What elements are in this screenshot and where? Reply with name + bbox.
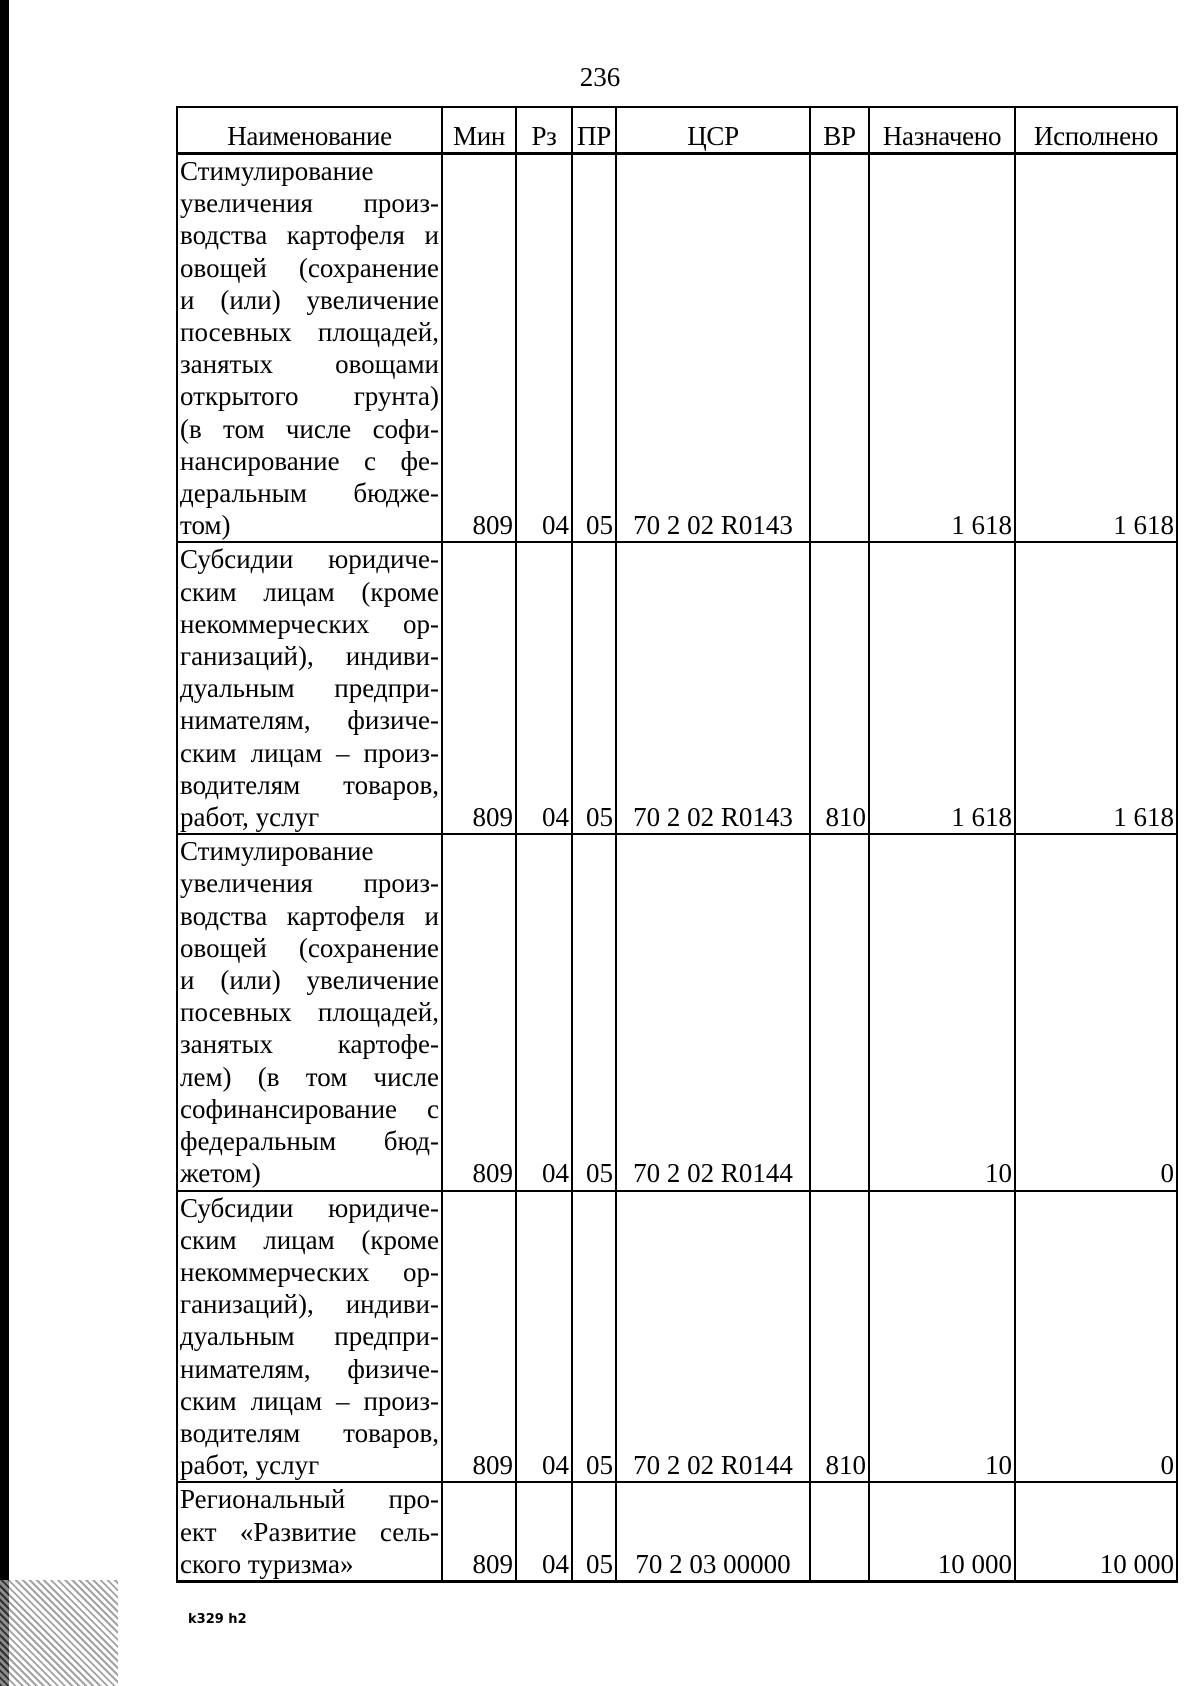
cell-rz: 04 xyxy=(516,154,572,543)
name-line: некоммерческих ор- xyxy=(180,1256,439,1287)
name-line: Стимулирование xyxy=(180,836,374,867)
header-vr: ВР xyxy=(810,107,869,154)
name-line: лем) (в том числе xyxy=(180,1061,439,1092)
cell-name xyxy=(177,154,442,543)
header-csr: ЦСР xyxy=(616,107,810,154)
name-line: дуальным предпри- xyxy=(180,1321,439,1352)
name-line: Региональный про- xyxy=(180,1484,439,1515)
name-line: ским лицам – произ- xyxy=(180,737,439,768)
name-line: софинансирование с xyxy=(180,1093,439,1124)
cell-vr: 810 xyxy=(810,542,869,834)
cell-vr xyxy=(810,154,869,543)
name-line: посевных площадей, xyxy=(180,317,439,348)
name-line: деральным бюдже- xyxy=(180,478,439,509)
name-line: нимателям, физиче- xyxy=(180,1353,439,1384)
name-line: увеличения произ- xyxy=(180,188,439,219)
header-name: Наименование xyxy=(177,107,442,154)
name-line: занятых картофе- xyxy=(180,1029,439,1060)
scan-edge-bar xyxy=(0,0,9,1686)
name-line: федеральным бюд- xyxy=(180,1126,439,1157)
name-line: (в том числе софи- xyxy=(180,413,439,444)
cell-pr: 05 xyxy=(572,1482,616,1581)
cell-name xyxy=(177,834,442,1190)
cell-csr: 70 2 02 R0144 xyxy=(616,1191,810,1483)
table-row xyxy=(177,1191,1177,1483)
name-line: работ, услуг xyxy=(180,1450,320,1481)
name-line: и (или) увеличение xyxy=(180,284,439,315)
name-line: ским лицам (кроме xyxy=(180,576,439,607)
name-line: ского туризма» xyxy=(180,1548,354,1579)
table-body xyxy=(177,154,1177,1582)
cell-min: 809 xyxy=(442,834,516,1190)
table-header-row xyxy=(177,107,1177,154)
cell-rz: 04 xyxy=(516,542,572,834)
cell-assigned: 1 618 xyxy=(869,542,1015,834)
cell-executed: 10 000 xyxy=(1015,1482,1177,1581)
cell-pr: 05 xyxy=(572,834,616,1190)
name-line: нимателям, физиче- xyxy=(180,705,439,736)
name-line: том) xyxy=(180,510,231,541)
name-line: увеличения произ- xyxy=(180,868,439,899)
table-row xyxy=(177,154,1177,543)
cell-rz: 04 xyxy=(516,834,572,1190)
table-row xyxy=(177,542,1177,834)
cell-name xyxy=(177,1482,442,1581)
name-line: водителям товаров, xyxy=(180,769,439,800)
name-line: работ, услуг xyxy=(180,802,320,833)
cell-rz: 04 xyxy=(516,1482,572,1581)
cell-executed: 0 xyxy=(1015,834,1177,1190)
name-line: нансирование с фе- xyxy=(180,445,439,476)
name-line: занятых овощами xyxy=(180,349,439,380)
table-row xyxy=(177,1482,1177,1581)
cell-pr: 05 xyxy=(572,154,616,543)
cell-vr xyxy=(810,1482,869,1581)
name-line: ект «Развитие сель- xyxy=(180,1516,439,1547)
header-assigned: Назначено xyxy=(869,107,1015,154)
cell-rz: 04 xyxy=(516,1191,572,1483)
cell-name xyxy=(177,542,442,834)
page-number: 236 xyxy=(579,62,621,92)
name-line: ганизаций), индиви- xyxy=(180,641,439,672)
name-line: Стимулирование xyxy=(180,156,374,186)
cell-assigned: 10 xyxy=(869,1191,1015,1483)
name-line: дуальным предпри- xyxy=(180,673,439,704)
name-line: ским лицам (кроме xyxy=(180,1224,439,1255)
cell-assigned: 10 000 xyxy=(869,1482,1015,1581)
name-line: посевных площадей, xyxy=(180,997,439,1028)
name-line: водства картофеля и xyxy=(180,900,439,931)
name-line: Субсидии юридиче- xyxy=(180,544,439,575)
cell-pr: 05 xyxy=(572,542,616,834)
footer-code: k329 h2 xyxy=(188,1612,247,1627)
budget-table xyxy=(176,106,1178,1583)
name-line: овощей (сохранение xyxy=(180,932,439,963)
name-line: ским лицам – произ- xyxy=(180,1385,439,1416)
table-row xyxy=(177,834,1177,1190)
cell-min: 809 xyxy=(442,1482,516,1581)
name-line: водства картофеля и xyxy=(180,220,439,251)
name-line: водителям товаров, xyxy=(180,1417,439,1448)
cell-executed: 0 xyxy=(1015,1191,1177,1483)
name-line: некоммерческих ор- xyxy=(180,608,439,639)
cell-csr: 70 2 03 00000 xyxy=(616,1482,810,1581)
name-line: овощей (сохранение xyxy=(180,252,439,283)
header-rz: Рз xyxy=(516,107,572,154)
cell-csr: 70 2 02 R0143 xyxy=(616,154,810,543)
header-min: Мин xyxy=(442,107,516,154)
name-line: и (или) увеличение xyxy=(180,965,439,996)
cell-pr: 05 xyxy=(572,1191,616,1483)
name-line: Субсидии юридиче- xyxy=(180,1192,439,1223)
header-pr: ПР xyxy=(572,107,616,154)
cell-csr: 70 2 02 R0143 xyxy=(616,542,810,834)
cell-vr: 810 xyxy=(810,1191,869,1483)
name-line: открытого грунта) xyxy=(180,381,439,412)
cell-assigned: 10 xyxy=(869,834,1015,1190)
name-line: жетом) xyxy=(180,1158,261,1189)
header-executed: Исполнено xyxy=(1015,107,1177,154)
cell-csr: 70 2 02 R0144 xyxy=(616,834,810,1190)
cell-min: 809 xyxy=(442,154,516,543)
cell-executed: 1 618 xyxy=(1015,154,1177,543)
cell-vr xyxy=(810,834,869,1190)
cell-name xyxy=(177,1191,442,1483)
name-line: ганизаций), индиви- xyxy=(180,1289,439,1320)
scan-noise xyxy=(0,1580,118,1686)
cell-executed: 1 618 xyxy=(1015,542,1177,834)
cell-min: 809 xyxy=(442,1191,516,1483)
cell-min: 809 xyxy=(442,542,516,834)
cell-assigned: 1 618 xyxy=(869,154,1015,543)
